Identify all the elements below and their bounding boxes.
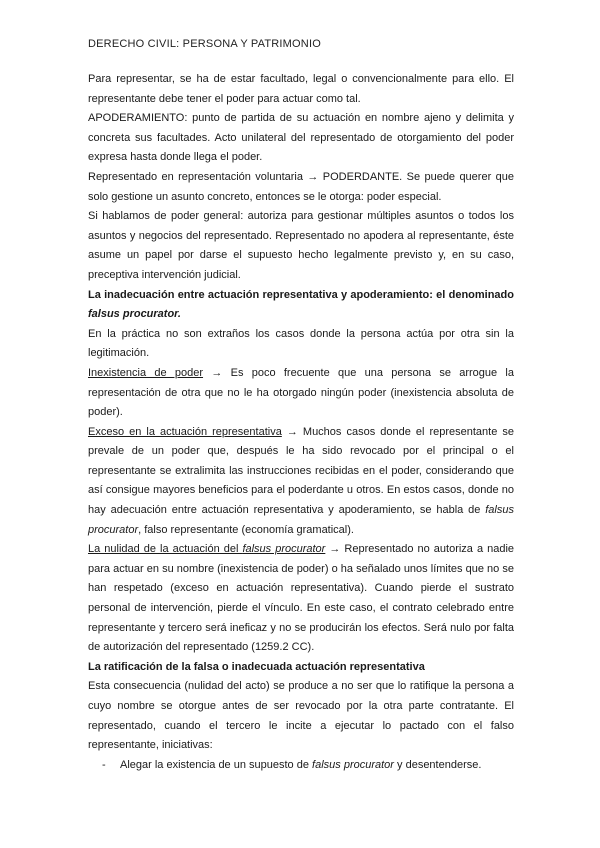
paragraph [88, 423, 514, 541]
paragraph: Representado en representación voluntaria → PODERDANTE. Se puede querer que solo gestione un asunto concreto, entonces se le otorga: poder especial. [88, 170, 514, 203]
paragraph-text: → Es poco frecuente que una persona se arrogue la representación de otra que no le ha otorgado ningún poder (inexistencia absoluta de poder). [88, 366, 514, 419]
underlined-term: Exceso en la actuación representativa [88, 425, 282, 438]
list-item-text: y desentenderse. [393, 758, 482, 771]
paragraph: Esta consecuencia (nulidad del acto) se produce a no ser que lo ratifique la persona a cuyo nombre se otorgue antes de ser revocado por la otra parte contratante. El representado, cuando el tercero le incite a ejecutar lo pactado con el falso representante, iniciativas: [88, 680, 514, 752]
paragraph: Si hablamos de poder general: autoriza para gestionar múltiples asuntos o todos los asuntos y negocios del representado. Representado no apodera al representante, éste asume un papel por darse el supuesto hecho legalmente previsto y, en su caso, preceptiva intervención judicial. [88, 210, 514, 281]
heading-italic-text: falsus procurator. [88, 308, 181, 321]
paragraph-text: , falso representante (economía gramatical). [138, 523, 354, 536]
paragraph: Para representar, se ha de estar facultado, legal o convencionalmente para ello. El representante debe tener el poder para actuar como tal. [88, 73, 514, 105]
list-item-text: Alegar la existencia de un supuesto de [120, 758, 313, 771]
paragraph-text: → Representado no autoriza a nadie para actuar en su nombre (inexistencia de poder) o ha señalado unos límites que no se han respetado (exceso en actuación representativa). Cuando pierde el sustrato personal de intervención, pierde el vínculo. En este caso, el contrato celebrado entre representante y tercero será ineficaz y no se producirán los efectos. Será nulo por falta de autorización del representado (1259.2 CC). [88, 543, 514, 654]
bullet-list [88, 756, 514, 776]
underlined-italic-term: falsus procurator [242, 543, 326, 556]
list-item [88, 756, 514, 776]
paragraph: En la práctica no son extraños los casos donde la persona actúa por otra sin la legitimación. [88, 327, 514, 360]
section-heading [88, 286, 514, 325]
underlined-term: Inexistencia de poder [88, 366, 204, 379]
document-body [88, 70, 514, 775]
italic-term: falsus procurator [88, 504, 514, 536]
bullet-marker: - [102, 758, 106, 771]
section-heading: La ratificación de la falsa o inadecuada actuación representativa [88, 660, 425, 673]
page-header: DERECHO CIVIL: PERSONA Y PATRIMONIO [88, 38, 321, 50]
italic-term: falsus procurator [312, 758, 394, 771]
underlined-term: La nulidad de la actuación del [88, 543, 243, 556]
paragraph [88, 364, 514, 423]
paragraph: APODERAMIENTO: punto de partida de su actuación en nombre ajeno y delimita y concreta sus facultades. Acto unilateral del representado de otorgamiento del poder expresa hasta donde llega el poder. [88, 112, 514, 164]
paragraph [88, 540, 514, 658]
paragraph-text: → Muchos casos donde el representante se prevale de un poder que, después le ha sido revocado por el principal o el representante se extralimita las instrucciones recibidas en el poder, considerando que así consigue mayores beneficios para el poderdante u otros. En estos casos, donde no hay adecuación entre actuación representativa y apoderamiento, se habla de [88, 425, 515, 517]
heading-text: La inadecuación entre actuación representativa y apoderamiento: el denominado [88, 288, 514, 301]
